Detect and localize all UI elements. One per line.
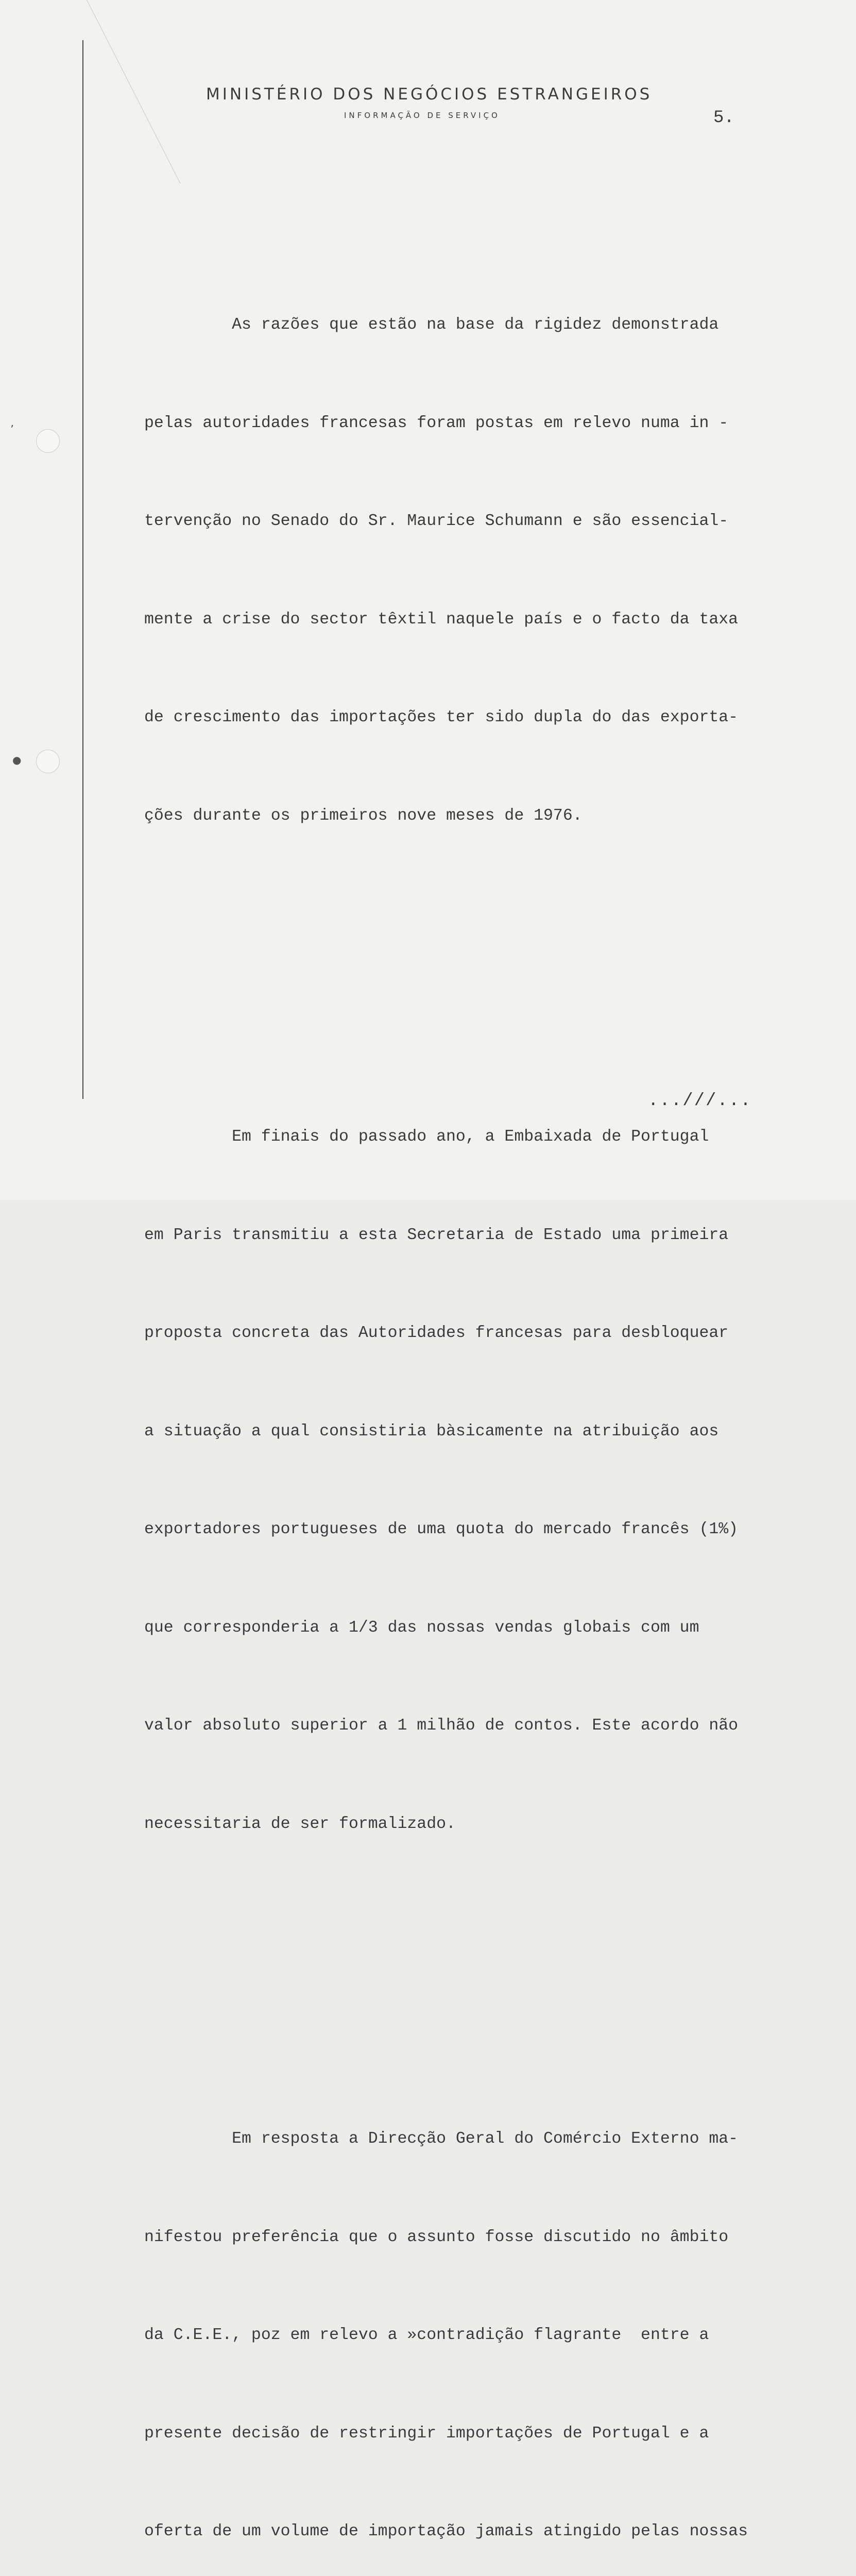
- text-line: a situação a qual consistiria bàsicamente na atribuição aos: [144, 1422, 719, 1440]
- text-line: da C.E.E., poz em relevo a »contradição flagrante entre a: [144, 2326, 709, 2344]
- continuation-mark: ...///...: [648, 1091, 752, 1111]
- page-number: 5.: [713, 108, 734, 128]
- ministry-title: MINISTÉRIO DOS NEGÓCIOS ESTRANGEIROS: [206, 85, 653, 104]
- text-line: exportadores portugueses de uma quota do mercado francês (1%): [144, 1520, 739, 1538]
- text-line: Em resposta a Direcção Geral do Comércio Externo ma-: [144, 2130, 739, 2148]
- text-line: tervenção no Senado do Sr. Maurice Schumann e são essencial-: [144, 512, 729, 530]
- punch-hole-bottom: [36, 750, 60, 773]
- text-line: mente a crise do sector têxtil naquele país e o facto da taxa: [144, 610, 739, 629]
- document-type-subtitle: INFORMAÇÃO DE SERVIÇO: [344, 111, 500, 120]
- ink-mark-icon: ʼ: [10, 423, 14, 436]
- text-line: As razões que estão na base da rigidez demonstrada: [144, 316, 719, 334]
- text-line: nifestou preferência que o assunto fosse discutido no âmbito: [144, 2228, 729, 2246]
- letterhead: [206, 85, 680, 120]
- punch-hole-top: [36, 429, 60, 453]
- fold-crease: [87, 0, 180, 183]
- paragraph-3: [144, 2057, 793, 2576]
- text-line: em Paris transmitiu a esta Secretaria de Estado uma primeira: [144, 1226, 729, 1244]
- text-line: de crescimento das importações ter sido dupla do das exporta-: [144, 708, 739, 726]
- text-line: necessitaria de ser formalizado.: [144, 1815, 456, 1833]
- text-line: proposta concreta das Autoridades francesas para desbloquear: [144, 1324, 729, 1342]
- text-line: valor absoluto superior a 1 milhão de contos. Este acordo não: [144, 1717, 739, 1735]
- text-line: pelas autoridades francesas foram postas em relevo numa in -: [144, 414, 729, 432]
- text-line: que corresponderia a 1/3 das nossas vendas globais com um: [144, 1618, 699, 1637]
- paragraph-1: [144, 243, 793, 897]
- text-line: presente decisão de restringir importações de Portugal e a: [144, 2424, 709, 2443]
- text-line: ções durante os primeiros nove meses de 1976.: [144, 806, 583, 825]
- paragraph-2: [144, 1055, 793, 1906]
- body-text: [144, 178, 793, 2576]
- text-line: oferta de um volume de importação jamais atingido pelas nossas: [144, 2522, 748, 2540]
- margin-rule: [82, 40, 83, 1099]
- text-line: Em finais do passado ano, a Embaixada de Portugal: [144, 1128, 709, 1146]
- ink-mark-icon: ●: [12, 754, 22, 766]
